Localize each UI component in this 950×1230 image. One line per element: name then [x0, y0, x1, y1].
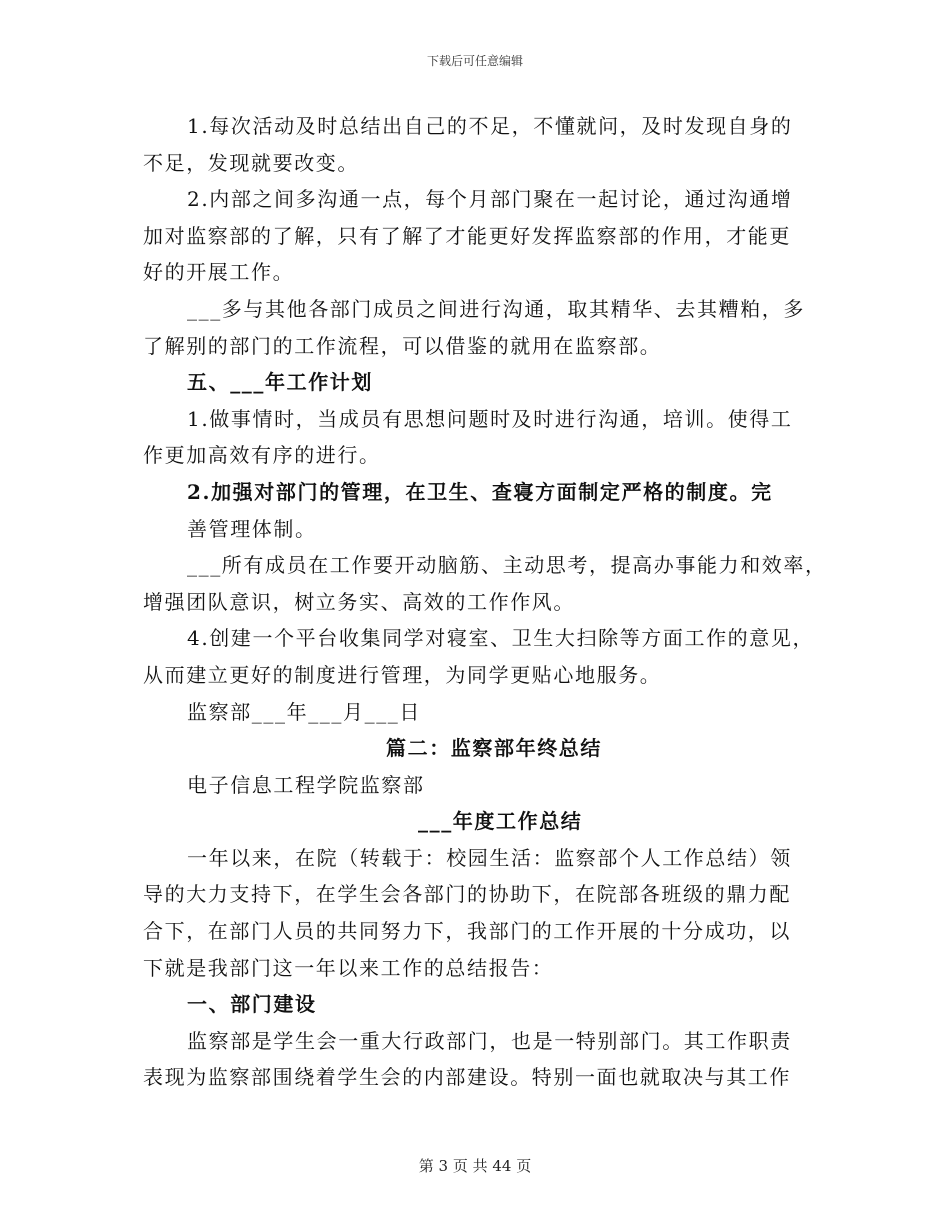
- department-line: 电子信息工程学院监察部: [187, 772, 425, 797]
- paragraph-line: 从而建立更好的制度进行管理，为同学更贴心地服务。: [143, 662, 662, 687]
- report-title: ___年度工作总结: [418, 809, 583, 834]
- paragraph-line: 作更加高效有序的进行。: [143, 443, 381, 468]
- paragraph-line: ___多与其他各部门成员之间进行沟通，取其精华、去其糟粕，多: [187, 296, 805, 321]
- section-heading: 一、部门建设: [187, 992, 317, 1017]
- paragraph-line: 2.内部之间多沟通一点，每个月部门聚在一起讨论，通过沟通增: [187, 187, 793, 212]
- section-heading: 五、___年工作计划: [187, 370, 373, 395]
- paragraph-line: 4.创建一个平台收集同学对寝室、卫生大扫除等方面工作的意见，: [187, 626, 815, 651]
- chapter-title: 篇二：监察部年终总结: [386, 736, 602, 761]
- paragraph-line: 好的开展工作。: [143, 260, 295, 285]
- paragraph-line: 表现为监察部围绕着学生会的内部建设。特别一面也就取决与其工作: [143, 1065, 791, 1090]
- paragraph-line: 下就是我部门这一年以来工作的总结报告：: [143, 955, 554, 980]
- paragraph-line: ___所有成员在工作要开动脑筋、主动思考，提高办事能力和效率，: [187, 553, 827, 578]
- page-number-footer: 第 3 页 共 44 页: [418, 1157, 532, 1175]
- paragraph-line: 加对监察部的了解，只有了解了才能更好发挥监察部的作用，才能更: [143, 223, 791, 248]
- paragraph-line: 善管理体制。: [187, 516, 317, 541]
- paragraph-line: 不足，发现就要改变。: [143, 150, 359, 175]
- paragraph-line: 了解别的部门的工作流程，可以借鉴的就用在监察部。: [143, 333, 662, 358]
- paragraph-line: 合下，在部门人员的共同努力下，我部门的工作开展的十分成功，以: [143, 919, 791, 944]
- paragraph-line: 1.做事情时，当成员有思想问题时及时进行沟通，培训。使得工: [187, 406, 793, 431]
- paragraph-line: 一年以来，在院（转载于：校园生活：监察部个人工作总结）领: [187, 845, 792, 870]
- paragraph-line: 监察部是学生会一重大行政部门，也是一特别部门。其工作职责: [187, 1028, 792, 1053]
- paragraph-line-bold: 2.加强对部门的管理，在卫生、查寝方面制定严格的制度。完: [187, 479, 773, 504]
- paragraph-line: 增强团队意识，树立务实、高效的工作作风。: [143, 589, 575, 614]
- paragraph-line: 导的大力支持下，在学生会各部门的协助下，在院部各班级的鼎力配: [143, 882, 791, 907]
- page-header-note: 下载后可任意编辑: [426, 54, 523, 68]
- document-body: [143, 108, 827, 1096]
- signature-date-line: 监察部___年___月___日: [187, 699, 421, 724]
- paragraph-line: 1.每次活动及时总结出自己的不足，不懂就问，及时发现自身的: [187, 114, 793, 138]
